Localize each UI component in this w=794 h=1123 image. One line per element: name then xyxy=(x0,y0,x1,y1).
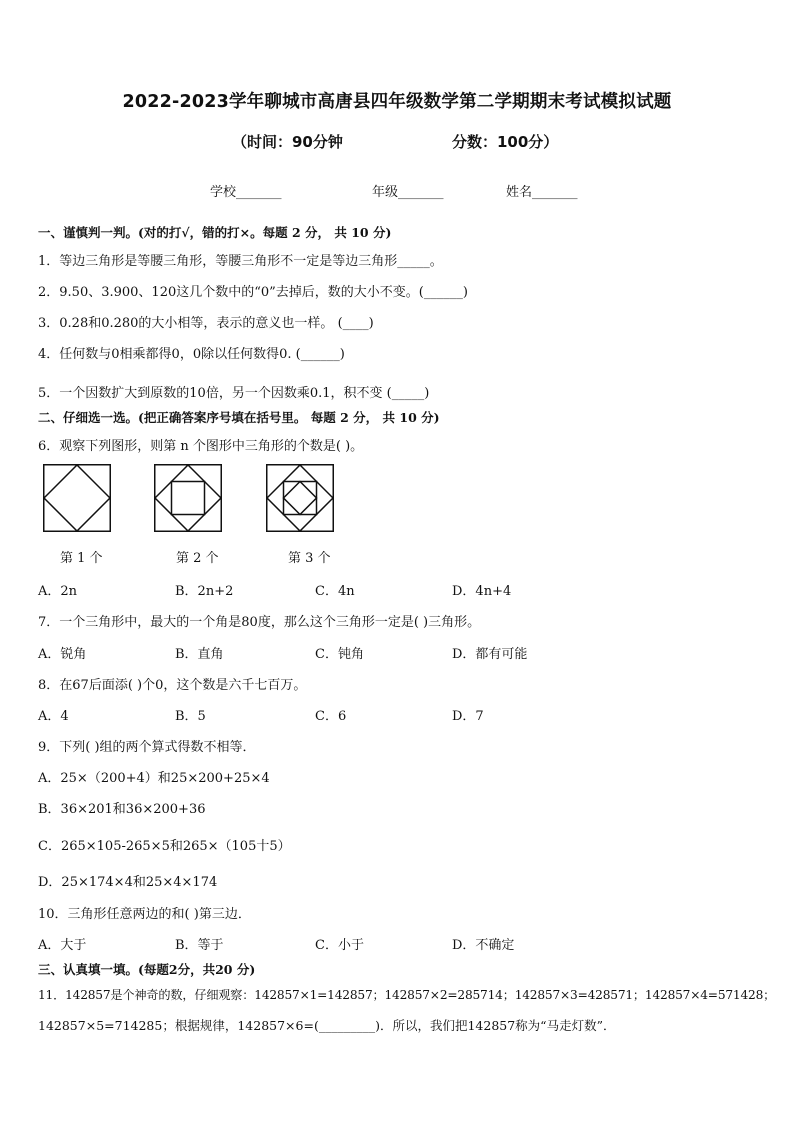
question-4: 4．任何数与0相乘都得0，0除以任何数得0. (______) xyxy=(38,347,345,362)
section2-heading: 二、仔细选一选。(把正确答案序号填在括号里。 每题 2 分， 共 10 分) xyxy=(38,410,440,425)
section3-heading: 三、认真填一填。(每题2分，共20 分) xyxy=(38,962,256,977)
figure-3-caption: 第 3 个 xyxy=(288,551,331,566)
question-3: 3．0.28和0.280的大小相等，表示的意义也一样。 (____) xyxy=(38,316,374,331)
question-1: 1．等边三角形是等腰三角形，等腰三角形不一定是等边三角形_____。 xyxy=(38,254,443,269)
question-8: 8．在67后面添( )个0，这个数是六千七百万。 xyxy=(38,678,307,693)
figure-2 xyxy=(154,464,222,532)
q10-option-d: D．不确定 xyxy=(452,938,515,953)
question-6: 6．观察下列图形，则第 n 个图形中三角形的个数是( )。 xyxy=(38,439,364,454)
q8-option-a: A．4 xyxy=(38,709,69,724)
name-field: 姓名_______ xyxy=(506,185,578,200)
q10-option-c: C．小于 xyxy=(315,938,364,953)
q7-option-a: A．锐角 xyxy=(38,647,87,662)
q6-option-c: C．4n xyxy=(315,584,355,599)
grade-field: 年级_______ xyxy=(372,185,444,200)
q9-option-d: D．25×174×4和25×4×174 xyxy=(38,875,218,890)
exam-score: 分数：100分） xyxy=(452,133,559,151)
figure-1-caption: 第 1 个 xyxy=(60,551,103,566)
q6-option-a: A．2n xyxy=(38,584,78,599)
q6-option-b: B．2n+2 xyxy=(175,584,234,599)
q6-option-d: D．4n+4 xyxy=(452,584,512,599)
question-5: 5．一个因数扩大到原数的10倍，另一个因数乘0.1，积不变 (_____) xyxy=(38,386,430,401)
q9-option-c: C．265×105-265×5和265×（105十5） xyxy=(38,839,291,854)
q10-option-a: A．大于 xyxy=(38,938,87,953)
q7-option-c: C．钝角 xyxy=(315,647,364,662)
q7-option-d: D．都有可能 xyxy=(452,647,528,662)
question-11-line2: 142857×5=714285；根据规律，142857×6=(_________)．所以，我们把142857称为“马走灯数”． xyxy=(38,1018,616,1033)
section1-heading: 一、谨慎判一判。(对的打√，错的打×。每题 2 分， 共 10 分) xyxy=(38,225,392,240)
q9-option-b: B．36×201和36×200+36 xyxy=(38,802,206,817)
q8-option-c: C．6 xyxy=(315,709,347,724)
figure-3 xyxy=(266,464,334,532)
figure-2-caption: 第 2 个 xyxy=(176,551,219,566)
q8-option-d: D．7 xyxy=(452,709,484,724)
question-10: 10．三角形任意两边的和( )第三边． xyxy=(38,907,251,922)
school-field: 学校_______ xyxy=(210,185,282,200)
page-title: 2022-2023学年聊城市高唐县四年级数学第二学期期末考试模拟试题 xyxy=(122,92,672,112)
question-11-line1: 11．142857是个神奇的数，仔细观察：142857×1=142857；142857×2=285714；142857×3=428571；142857×4=571428； xyxy=(38,988,776,1002)
q8-option-b: B．5 xyxy=(175,709,206,724)
question-2: 2．9.50、3.900、120这几个数中的“0”去掉后，数的大小不变。(______) xyxy=(38,285,468,300)
q9-option-a: A．25×（200+4）和25×200+25×4 xyxy=(38,771,270,786)
q7-option-b: B．直角 xyxy=(175,647,224,662)
figure-1 xyxy=(43,464,111,532)
question-9: 9．下列( )组的两个算式得数不相等． xyxy=(38,740,256,755)
q10-option-b: B．等于 xyxy=(175,938,224,953)
exam-time: （时间：90分钟 xyxy=(232,133,343,151)
question-7: 7．一个三角形中，最大的一个角是80度，那么这个三角形一定是( )三角形。 xyxy=(38,615,481,630)
